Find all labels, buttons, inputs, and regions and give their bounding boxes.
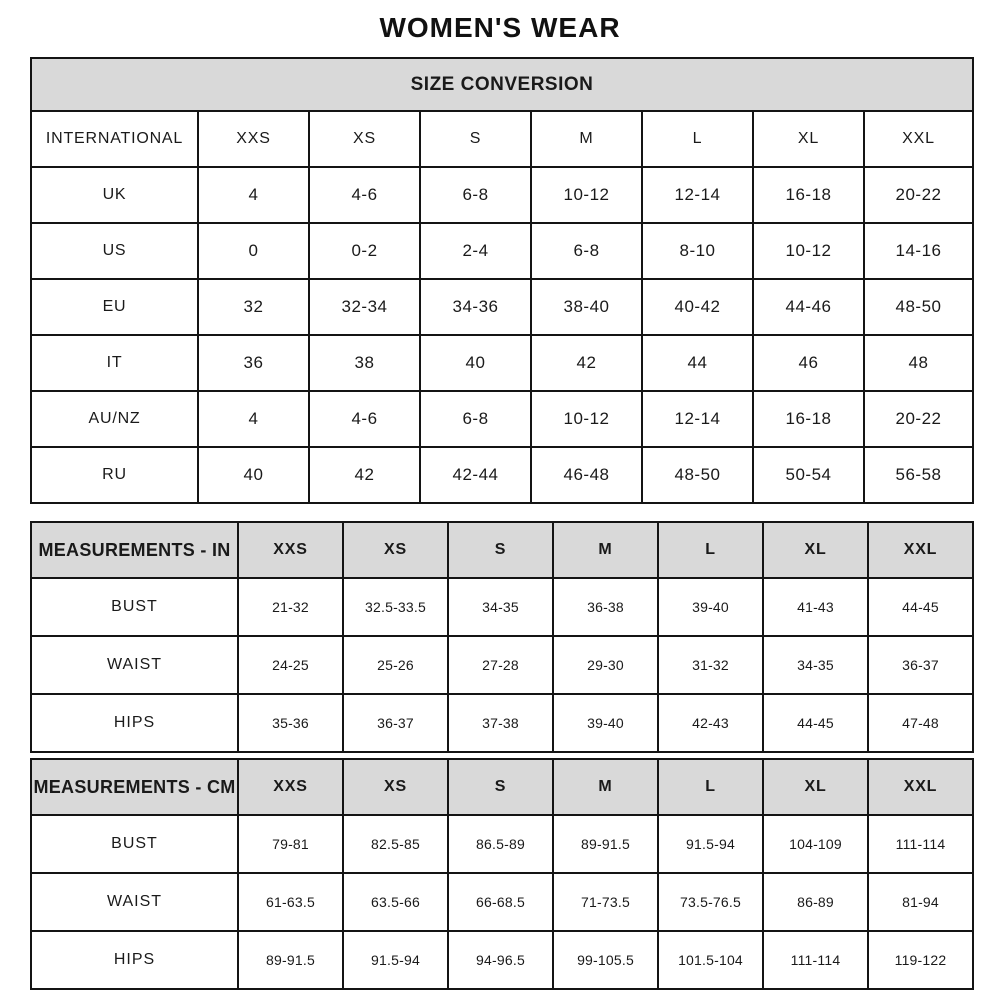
size-value-cell: 10-12 — [531, 167, 642, 223]
column-header-size-xs: XS — [343, 759, 448, 815]
size-value-cell: 48-50 — [864, 279, 973, 335]
column-header-size-xl: XL — [753, 111, 864, 167]
size-value-cell: 10-12 — [531, 391, 642, 447]
measurement-value-cell: 37-38 — [448, 694, 553, 752]
size-value-cell: 48 — [864, 335, 973, 391]
column-header-size-xs: XS — [309, 111, 420, 167]
size-value-cell: 40-42 — [642, 279, 753, 335]
measurement-value-cell: 34-35 — [448, 578, 553, 636]
measurement-value-cell: 34-35 — [763, 636, 868, 694]
size-value-cell: 20-22 — [864, 167, 973, 223]
page-title: WOMEN'S WEAR — [379, 12, 621, 43]
measurement-value-cell: 35-36 — [238, 694, 343, 752]
measurement-value-cell: 104-109 — [763, 815, 868, 873]
measurement-value-cell: 91.5-94 — [658, 815, 763, 873]
measurement-value-cell: 36-38 — [553, 578, 658, 636]
size-value-cell: 12-14 — [642, 391, 753, 447]
size-value-cell: 12-14 — [642, 167, 753, 223]
size-value-cell: 50-54 — [753, 447, 864, 503]
size-value-cell: 42 — [531, 335, 642, 391]
size-value-cell: 46 — [753, 335, 864, 391]
measurement-value-cell: 31-32 — [658, 636, 763, 694]
measurement-value-cell: 36-37 — [868, 636, 973, 694]
measurement-value-cell: 111-114 — [763, 931, 868, 989]
size-value-cell: 44-46 — [753, 279, 864, 335]
size-value-cell: 16-18 — [753, 167, 864, 223]
size-value-cell: 46-48 — [531, 447, 642, 503]
size-value-cell: 20-22 — [864, 391, 973, 447]
measurement-value-cell: 39-40 — [553, 694, 658, 752]
size-value-cell: 6-8 — [420, 391, 531, 447]
measurement-value-cell: 32.5-33.5 — [343, 578, 448, 636]
size-value-cell: 14-16 — [864, 223, 973, 279]
size-value-cell: 36 — [198, 335, 309, 391]
row-label-region: UK — [31, 167, 198, 223]
row-label-measure: WAIST — [31, 873, 238, 931]
size-value-cell: 48-50 — [642, 447, 753, 503]
column-header-size-l: L — [658, 522, 763, 578]
column-header-size-xl: XL — [763, 522, 868, 578]
column-header-size-xxl: XXL — [868, 759, 973, 815]
row-label-measure: BUST — [31, 578, 238, 636]
row-label-measure: WAIST — [31, 636, 238, 694]
size-value-cell: 4 — [198, 167, 309, 223]
measurements-cm-table — [30, 758, 974, 990]
measurement-value-cell: 101.5-104 — [658, 931, 763, 989]
measurement-value-cell: 79-81 — [238, 815, 343, 873]
size-value-cell: 34-36 — [420, 279, 531, 335]
column-header-size-xs: XS — [343, 522, 448, 578]
measurement-value-cell: 119-122 — [868, 931, 973, 989]
measurement-value-cell: 91.5-94 — [343, 931, 448, 989]
size-value-cell: 4-6 — [309, 167, 420, 223]
size-value-cell: 6-8 — [531, 223, 642, 279]
column-header-size-xl: XL — [763, 759, 868, 815]
row-label-measure: HIPS — [31, 694, 238, 752]
column-header-size-l: L — [642, 111, 753, 167]
measurement-value-cell: 42-43 — [658, 694, 763, 752]
size-value-cell: 32 — [198, 279, 309, 335]
size-value-cell: 16-18 — [753, 391, 864, 447]
column-header-size-m: M — [553, 759, 658, 815]
size-conversion-band-title: SIZE CONVERSION — [31, 58, 973, 111]
row-label-region: AU/NZ — [31, 391, 198, 447]
row-label-region: EU — [31, 279, 198, 335]
measurement-value-cell: 29-30 — [553, 636, 658, 694]
size-value-cell: 4 — [198, 391, 309, 447]
size-value-cell: 8-10 — [642, 223, 753, 279]
size-value-cell: 0-2 — [309, 223, 420, 279]
column-header-size-s: S — [420, 111, 531, 167]
measurement-value-cell: 24-25 — [238, 636, 343, 694]
row-label-measure: BUST — [31, 815, 238, 873]
measurements-in-band-title: MEASUREMENTS - IN — [31, 522, 238, 578]
column-header-size-xxl: XXL — [868, 522, 973, 578]
measurement-value-cell: 36-37 — [343, 694, 448, 752]
row-label-measure: HIPS — [31, 931, 238, 989]
measurements-in-table — [30, 521, 974, 753]
measurement-value-cell: 25-26 — [343, 636, 448, 694]
measurement-value-cell: 86.5-89 — [448, 815, 553, 873]
measurement-value-cell: 86-89 — [763, 873, 868, 931]
column-header-size-xxs: XXS — [198, 111, 309, 167]
measurement-value-cell: 41-43 — [763, 578, 868, 636]
column-header-size-s: S — [448, 522, 553, 578]
size-value-cell: 44 — [642, 335, 753, 391]
size-value-cell: 4-6 — [309, 391, 420, 447]
measurement-value-cell: 66-68.5 — [448, 873, 553, 931]
size-value-cell: 56-58 — [864, 447, 973, 503]
measurement-value-cell: 63.5-66 — [343, 873, 448, 931]
size-value-cell: 42 — [309, 447, 420, 503]
measurement-value-cell: 39-40 — [658, 578, 763, 636]
column-header-size-m: M — [553, 522, 658, 578]
size-conversion-table — [30, 57, 974, 504]
measurement-value-cell: 61-63.5 — [238, 873, 343, 931]
measurement-value-cell: 89-91.5 — [553, 815, 658, 873]
measurement-value-cell: 21-32 — [238, 578, 343, 636]
size-value-cell: 40 — [198, 447, 309, 503]
row-label-region: US — [31, 223, 198, 279]
size-value-cell: 42-44 — [420, 447, 531, 503]
measurement-value-cell: 47-48 — [868, 694, 973, 752]
measurement-value-cell: 81-94 — [868, 873, 973, 931]
size-value-cell: 38 — [309, 335, 420, 391]
measurement-value-cell: 82.5-85 — [343, 815, 448, 873]
column-header-size-l: L — [658, 759, 763, 815]
measurement-value-cell: 89-91.5 — [238, 931, 343, 989]
column-header-size-xxl: XXL — [864, 111, 973, 167]
measurement-value-cell: 27-28 — [448, 636, 553, 694]
column-header-size-xxs: XXS — [238, 522, 343, 578]
size-value-cell: 10-12 — [753, 223, 864, 279]
row-label-region: RU — [31, 447, 198, 503]
measurement-value-cell: 111-114 — [868, 815, 973, 873]
measurement-value-cell: 73.5-76.5 — [658, 873, 763, 931]
column-header-size-xxs: XXS — [238, 759, 343, 815]
measurement-value-cell: 44-45 — [868, 578, 973, 636]
measurement-value-cell: 99-105.5 — [553, 931, 658, 989]
column-header-international: INTERNATIONAL — [31, 111, 198, 167]
measurements-cm-band-title: MEASUREMENTS - CM — [31, 759, 238, 815]
row-label-region: IT — [31, 335, 198, 391]
size-value-cell: 2-4 — [420, 223, 531, 279]
column-header-size-s: S — [448, 759, 553, 815]
size-value-cell: 40 — [420, 335, 531, 391]
size-value-cell: 0 — [198, 223, 309, 279]
measurement-value-cell: 44-45 — [763, 694, 868, 752]
size-value-cell: 32-34 — [309, 279, 420, 335]
measurement-value-cell: 71-73.5 — [553, 873, 658, 931]
size-value-cell: 38-40 — [531, 279, 642, 335]
measurement-value-cell: 94-96.5 — [448, 931, 553, 989]
size-value-cell: 6-8 — [420, 167, 531, 223]
column-header-size-m: M — [531, 111, 642, 167]
